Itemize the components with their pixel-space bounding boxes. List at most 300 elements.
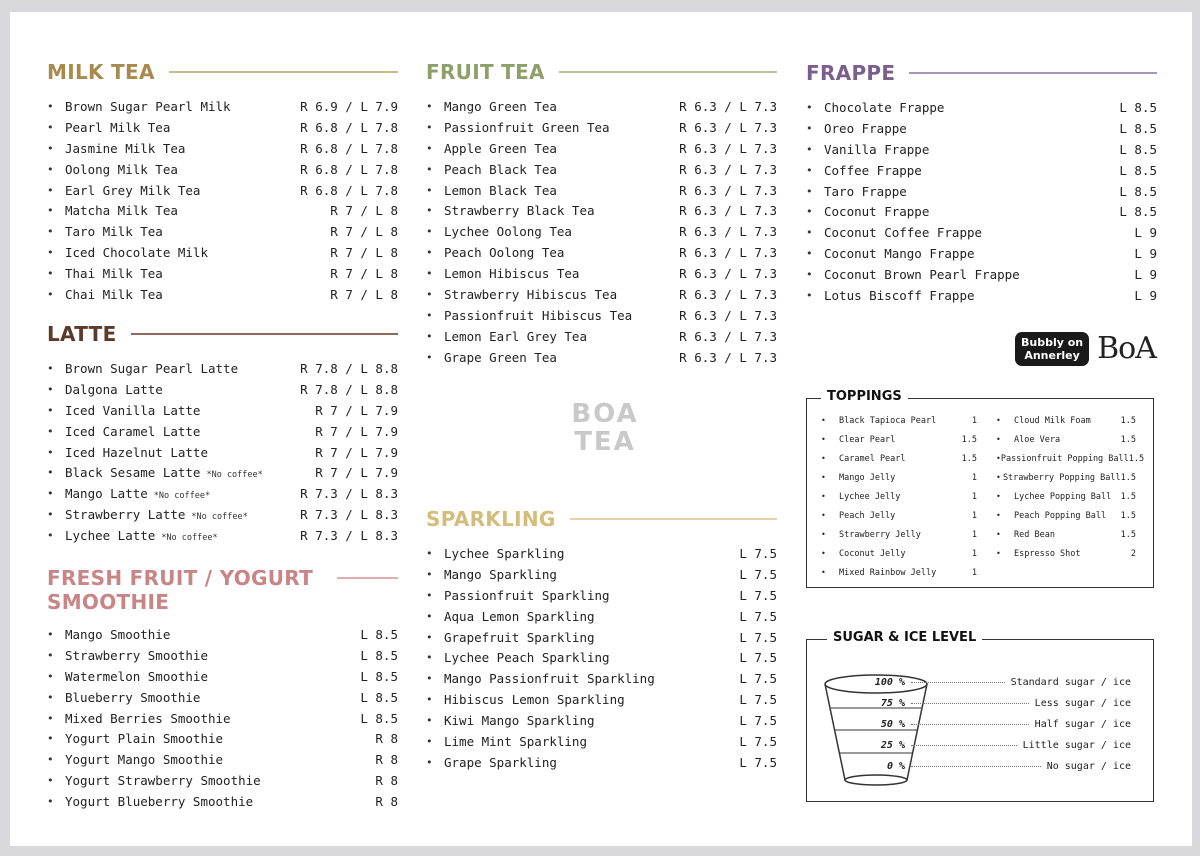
menu-item-price: R 8 xyxy=(375,752,398,768)
menu-item-price: R 7 / L 7.9 xyxy=(315,402,398,418)
topping-price: 1.5 xyxy=(1120,415,1136,426)
sugar-level-label: Less sugar / ice xyxy=(1034,698,1131,709)
menu-item xyxy=(47,666,398,687)
bullet-icon: • xyxy=(47,424,54,438)
menu-item-name: Apple Green Tea xyxy=(444,140,557,156)
topping-price: 1 xyxy=(971,548,977,559)
menu-item xyxy=(806,181,1157,202)
bullet-icon: • xyxy=(426,308,433,322)
menu-page xyxy=(10,12,1192,846)
bullet-icon: • xyxy=(47,732,54,746)
leader-dots xyxy=(911,766,1041,767)
sparkling-section xyxy=(426,507,777,773)
menu-item-price: R 8 xyxy=(375,773,398,789)
menu-item xyxy=(47,504,398,525)
menu-item xyxy=(47,624,398,645)
menu-item-price: R 6.3 / L 7.3 xyxy=(679,119,777,135)
sugar-level-label: Half sugar / ice xyxy=(1034,719,1131,730)
menu-item xyxy=(426,242,777,263)
topping-name: Peach Popping Ball xyxy=(1014,510,1107,521)
menu-item-name: Blueberry Smoothie xyxy=(65,689,201,705)
menu-item-price: L 8.5 xyxy=(360,668,398,684)
bullet-icon: • xyxy=(47,627,54,641)
bullet-icon: • xyxy=(821,549,826,558)
menu-item-price: R 6.3 / L 7.3 xyxy=(679,245,777,261)
watermark-line2: TEA xyxy=(574,427,636,457)
bullet-icon: • xyxy=(821,416,826,425)
bullet-icon: • xyxy=(426,567,433,581)
menu-item-price: L 8.5 xyxy=(1119,162,1157,178)
bullet-icon: • xyxy=(821,530,826,539)
fruit-tea-title xyxy=(426,60,777,84)
bullet-icon: • xyxy=(806,226,813,240)
bullet-icon: • xyxy=(47,361,54,375)
topping-name: Aloe Vera xyxy=(1014,434,1061,445)
menu-item xyxy=(47,791,398,812)
topping-item xyxy=(996,525,1136,544)
bullet-icon: • xyxy=(426,651,433,665)
bullet-icon: • xyxy=(47,795,54,809)
menu-item xyxy=(426,710,777,731)
menu-item-name: Grape Green Tea xyxy=(444,349,557,365)
topping-name: Lychee Jelly xyxy=(839,491,901,502)
menu-item-price: L 8.5 xyxy=(1119,99,1157,115)
menu-item-price: R 7 / L 7.9 xyxy=(315,465,398,481)
boa-tea-watermark xyxy=(565,400,645,456)
menu-item xyxy=(47,200,398,221)
bullet-icon: • xyxy=(996,511,1001,520)
topping-item xyxy=(821,411,977,430)
menu-item-note: *No coffee* xyxy=(191,512,248,523)
menu-item xyxy=(426,305,777,326)
bullet-icon: • xyxy=(806,268,813,282)
menu-item-name: Watermelon Smoothie xyxy=(65,668,208,684)
topping-item xyxy=(821,468,977,487)
menu-item-price: R 6.3 / L 7.3 xyxy=(679,266,777,282)
milk-tea-title-text: MILK TEA xyxy=(47,60,155,84)
menu-item-name: Lemon Earl Grey Tea xyxy=(444,328,587,344)
fruit-tea-section xyxy=(426,60,777,368)
leader-dots xyxy=(911,682,1005,683)
topping-price: 2 xyxy=(1130,548,1136,559)
bullet-icon: • xyxy=(47,225,54,239)
menu-item-name: Thai Milk Tea xyxy=(65,266,163,282)
bullet-icon: • xyxy=(426,99,433,113)
menu-item xyxy=(806,160,1157,181)
menu-item-price: L 7.5 xyxy=(739,713,777,729)
menu-item-name: Chocolate Frappe xyxy=(824,99,945,115)
menu-item-price: R 6.8 / L 7.8 xyxy=(300,140,398,156)
menu-item-name: Hibiscus Lemon Sparkling xyxy=(444,692,625,708)
menu-item xyxy=(426,117,777,138)
menu-item-price: L 8.5 xyxy=(360,626,398,642)
menu-item-price: L 7.5 xyxy=(739,629,777,645)
menu-item-price: R 8 xyxy=(375,731,398,747)
bullet-icon: • xyxy=(47,508,54,522)
menu-item-price: L 7.5 xyxy=(739,566,777,582)
menu-item xyxy=(426,96,777,117)
topping-item xyxy=(996,449,1145,468)
bullet-icon: • xyxy=(996,530,1001,539)
topping-name: Red Bean xyxy=(1014,529,1055,540)
menu-item xyxy=(47,117,398,138)
sugar-level-label: Standard sugar / ice xyxy=(1010,677,1131,688)
menu-item xyxy=(426,159,777,180)
bullet-icon: • xyxy=(806,184,813,198)
menu-item-price: L 7.5 xyxy=(739,650,777,666)
topping-item xyxy=(996,506,1136,525)
topping-item xyxy=(821,525,977,544)
menu-item-price: R 6.3 / L 7.3 xyxy=(679,98,777,114)
bullet-icon: • xyxy=(47,466,54,480)
menu-item xyxy=(426,284,777,305)
menu-item-name: Dalgona Latte xyxy=(65,381,163,397)
menu-item-price: R 7 / L 8 xyxy=(330,224,398,240)
sugar-level-row xyxy=(869,719,1131,730)
bullet-icon: • xyxy=(426,246,433,260)
fruit-tea-title-text: FRUIT TEA xyxy=(426,60,545,84)
menu-item xyxy=(47,687,398,708)
leader-dots xyxy=(911,724,1029,725)
menu-item-name: Lime Mint Sparkling xyxy=(444,733,587,749)
menu-item-price: R 6.8 / L 7.8 xyxy=(300,182,398,198)
menu-item-price: R 6.3 / L 7.3 xyxy=(679,182,777,198)
menu-item-name: Lychee Oolong Tea xyxy=(444,224,572,240)
milk-tea-title xyxy=(47,60,398,84)
menu-item-price: L 9 xyxy=(1134,225,1157,241)
boa-logo-text: BoA xyxy=(1097,331,1156,366)
menu-item xyxy=(806,201,1157,222)
topping-name: Black Tapioca Pearl xyxy=(839,415,937,426)
topping-item xyxy=(821,430,977,449)
latte-section xyxy=(47,322,398,546)
bullet-icon: • xyxy=(996,549,1001,558)
menu-item-price: R 7.8 / L 8.8 xyxy=(300,381,398,397)
menu-item-price: R 7.3 / L 8.3 xyxy=(300,528,398,544)
menu-item-name: Mango Latte xyxy=(65,486,148,502)
topping-price: 1 xyxy=(971,472,977,483)
topping-price: 1 xyxy=(971,415,977,426)
menu-item xyxy=(47,645,398,666)
bullet-icon: • xyxy=(426,267,433,281)
brand-logo xyxy=(1015,331,1156,366)
topping-price: 1.5 xyxy=(1120,510,1136,521)
menu-item-name: Kiwi Mango Sparkling xyxy=(444,713,595,729)
toppings-title: TOPPINGS xyxy=(821,389,908,404)
topping-name: Cloud Milk Foam xyxy=(1014,415,1091,426)
bullet-icon: • xyxy=(821,511,826,520)
menu-item-price: R 6.3 / L 7.3 xyxy=(679,161,777,177)
latte-title xyxy=(47,322,398,346)
menu-item-price: R 7 / L 7.9 xyxy=(315,444,398,460)
menu-item xyxy=(426,543,777,564)
menu-item-price: R 6.8 / L 7.8 xyxy=(300,161,398,177)
topping-name: Mango Jelly xyxy=(839,472,896,483)
menu-item-name: Strawberry Hibiscus Tea xyxy=(444,286,618,302)
menu-item-name: Brown Sugar Pearl Latte xyxy=(65,360,239,376)
bullet-icon: • xyxy=(806,100,813,114)
menu-item xyxy=(806,243,1157,264)
menu-item-name: Jasmine Milk Tea xyxy=(65,140,186,156)
menu-item-name: Passionfruit Hibiscus Tea xyxy=(444,307,633,323)
menu-item-price: R 6.9 / L 7.9 xyxy=(300,98,398,114)
bullet-icon: • xyxy=(47,382,54,396)
topping-item xyxy=(996,411,1136,430)
topping-item xyxy=(821,506,977,525)
bullet-icon: • xyxy=(426,714,433,728)
menu-item-price: L 7.5 xyxy=(739,692,777,708)
menu-item-price: L 9 xyxy=(1134,287,1157,303)
sugar-level-percent: 50 % xyxy=(880,719,905,730)
bullet-icon: • xyxy=(426,329,433,343)
menu-item-name: Grapefruit Sparkling xyxy=(444,629,595,645)
menu-item-name: Aqua Lemon Sparkling xyxy=(444,608,595,624)
menu-item xyxy=(426,564,777,585)
milk-tea-list xyxy=(47,96,398,305)
fruit-tea-rule xyxy=(559,71,777,73)
menu-item-name: Iced Chocolate Milk xyxy=(65,245,208,261)
fruit-tea-list xyxy=(426,96,777,368)
menu-item-price: R 6.8 / L 7.8 xyxy=(300,119,398,135)
bullet-icon: • xyxy=(821,454,826,463)
menu-item-name: Coconut Mango Frappe xyxy=(824,246,975,262)
menu-item-price: R 7 / L 8 xyxy=(330,245,398,261)
latte-list xyxy=(47,358,398,546)
menu-item-price: L 7.5 xyxy=(739,671,777,687)
bullet-icon: • xyxy=(821,492,826,501)
bullet-icon: • xyxy=(996,454,1001,463)
brand-badge-line2: Annerley xyxy=(1024,348,1080,362)
watermark-line1: BOA xyxy=(571,399,639,429)
bullet-icon: • xyxy=(426,693,433,707)
menu-item xyxy=(47,180,398,201)
topping-name: Clear Pearl xyxy=(839,434,896,445)
menu-item xyxy=(806,285,1157,306)
bullet-icon: • xyxy=(806,121,813,135)
menu-item xyxy=(47,442,398,463)
menu-item-name: Lemon Black Tea xyxy=(444,182,557,198)
sugar-level-row xyxy=(869,698,1131,709)
bullet-icon: • xyxy=(426,588,433,602)
menu-item xyxy=(47,770,398,791)
menu-item xyxy=(426,647,777,668)
cup-bottom xyxy=(845,775,907,785)
menu-item xyxy=(426,627,777,648)
smoothie-title-text-2: SMOOTHIE xyxy=(47,590,170,614)
bullet-icon: • xyxy=(426,755,433,769)
menu-item xyxy=(426,585,777,606)
menu-item xyxy=(47,284,398,305)
bullet-icon: • xyxy=(806,163,813,177)
bullet-icon: • xyxy=(47,753,54,767)
menu-item-name: Strawberry Smoothie xyxy=(65,647,208,663)
menu-item-price: R 6.3 / L 7.3 xyxy=(679,328,777,344)
topping-item xyxy=(996,430,1136,449)
bullet-icon: • xyxy=(426,672,433,686)
topping-price: 1.5 xyxy=(961,453,977,464)
menu-item-name: Lychee Peach Sparkling xyxy=(444,650,610,666)
bullet-icon: • xyxy=(47,287,54,301)
menu-item-price: R 6.3 / L 7.3 xyxy=(679,349,777,365)
topping-name: Passionfruit Popping Ball xyxy=(1000,453,1129,464)
menu-item-price: L 8.5 xyxy=(1119,141,1157,157)
menu-item xyxy=(47,138,398,159)
menu-item-price: R 6.3 / L 7.3 xyxy=(679,140,777,156)
menu-item-name: Mango Passionfruit Sparkling xyxy=(444,671,655,687)
milk-tea-section xyxy=(47,60,398,305)
menu-item-name: Taro Milk Tea xyxy=(65,224,163,240)
toppings-box xyxy=(806,389,1154,588)
bullet-icon: • xyxy=(47,690,54,704)
smoothie-section xyxy=(47,566,398,812)
menu-item-name: Grape Sparkling xyxy=(444,754,557,770)
bullet-icon: • xyxy=(426,204,433,218)
menu-item xyxy=(47,749,398,770)
topping-price: 1.5 xyxy=(961,434,977,445)
bullet-icon: • xyxy=(426,141,433,155)
sugar-level-label: Little sugar / ice xyxy=(1022,740,1131,751)
leader-dots xyxy=(911,703,1029,704)
menu-item-name: Peach Oolong Tea xyxy=(444,245,565,261)
menu-item-name: Oreo Frappe xyxy=(824,120,907,136)
bullet-icon: • xyxy=(47,529,54,543)
sugar-level-row xyxy=(869,677,1131,688)
menu-item-price: L 8.5 xyxy=(360,647,398,663)
menu-item-name: Coffee Frappe xyxy=(824,162,922,178)
menu-item xyxy=(806,139,1157,160)
smoothie-list xyxy=(47,624,398,812)
menu-item-price: L 8.5 xyxy=(1119,204,1157,220)
bullet-icon: • xyxy=(806,247,813,261)
menu-item-name: Iced Hazelnut Latte xyxy=(65,444,208,460)
bullet-icon: • xyxy=(806,142,813,156)
latte-rule xyxy=(131,333,398,335)
menu-item xyxy=(47,379,398,400)
menu-item xyxy=(47,221,398,242)
sugar-level-percent: 0 % xyxy=(886,761,905,772)
menu-item xyxy=(426,668,777,689)
menu-item-name: Strawberry Latte xyxy=(65,507,186,523)
menu-item-name: Yogurt Strawberry Smoothie xyxy=(65,773,261,789)
menu-item-note: *No coffee* xyxy=(206,470,263,481)
menu-item-price: L 7.5 xyxy=(739,587,777,603)
bullet-icon: • xyxy=(426,734,433,748)
bullet-icon: • xyxy=(996,473,1001,482)
smoothie-title-text-1: FRESH FRUIT / YOGURT xyxy=(47,566,314,590)
menu-item-name: Yogurt Plain Smoothie xyxy=(65,731,224,747)
menu-item xyxy=(806,97,1157,118)
topping-price: 1 xyxy=(971,567,977,578)
topping-name: Coconut Jelly xyxy=(839,548,906,559)
menu-item-price: R 7 / L 8 xyxy=(330,286,398,302)
topping-price: 1.5 xyxy=(1120,472,1136,483)
bullet-icon: • xyxy=(996,492,1001,501)
topping-price: 1.5 xyxy=(1120,529,1136,540)
smoothie-rule xyxy=(337,577,398,579)
topping-name: Peach Jelly xyxy=(839,510,896,521)
sparkling-list xyxy=(426,543,777,773)
frappe-list xyxy=(806,97,1157,306)
menu-item-name: Coconut Frappe xyxy=(824,204,930,220)
menu-item-name: Iced Vanilla Latte xyxy=(65,402,201,418)
topping-price: 1 xyxy=(971,529,977,540)
topping-name: Lychee Popping Ball xyxy=(1014,491,1112,502)
menu-item-name: Mango Sparkling xyxy=(444,566,557,582)
bullet-icon: • xyxy=(426,162,433,176)
bullet-icon: • xyxy=(47,141,54,155)
menu-item-name: Earl Grey Milk Tea xyxy=(65,182,201,198)
sparkling-title-text: SPARKLING xyxy=(426,507,556,531)
menu-item-price: R 8 xyxy=(375,794,398,810)
menu-item-name: Vanilla Frappe xyxy=(824,141,930,157)
topping-price: 1.5 xyxy=(1120,491,1136,502)
menu-item-name: Mixed Berries Smoothie xyxy=(65,710,231,726)
bullet-icon: • xyxy=(426,183,433,197)
menu-item xyxy=(47,728,398,749)
topping-name: Espresso Shot xyxy=(1014,548,1081,559)
menu-item xyxy=(47,483,398,504)
menu-item xyxy=(806,118,1157,139)
menu-item-price: R 6.3 / L 7.3 xyxy=(679,286,777,302)
bullet-icon: • xyxy=(47,204,54,218)
bullet-icon: • xyxy=(426,120,433,134)
topping-item xyxy=(821,449,977,468)
menu-item-name: Passionfruit Green Tea xyxy=(444,119,610,135)
smoothie-title-line2 xyxy=(47,590,398,614)
menu-item-name: Chai Milk Tea xyxy=(65,286,163,302)
sugar-level-row xyxy=(869,740,1131,751)
menu-item xyxy=(426,752,777,773)
menu-item xyxy=(47,263,398,284)
menu-item-price: L 7.5 xyxy=(739,754,777,770)
sparkling-title xyxy=(426,507,777,531)
menu-item xyxy=(47,400,398,421)
bullet-icon: • xyxy=(47,246,54,260)
menu-item xyxy=(47,96,398,117)
bullet-icon: • xyxy=(821,473,826,482)
menu-item xyxy=(47,159,398,180)
bullet-icon: • xyxy=(47,774,54,788)
menu-item-price: L 8.5 xyxy=(360,689,398,705)
menu-item xyxy=(47,421,398,442)
sparkling-rule xyxy=(570,518,777,520)
bullet-icon: • xyxy=(47,445,54,459)
menu-item-name: Lychee Latte xyxy=(65,528,156,544)
menu-item-name: Passionfruit Sparkling xyxy=(444,587,610,603)
menu-item-name: Pearl Milk Tea xyxy=(65,119,171,135)
menu-item-price: L 7.5 xyxy=(739,545,777,561)
topping-name: Mixed Rainbow Jelly xyxy=(839,567,937,578)
topping-price: 1.5 xyxy=(1120,434,1136,445)
bullet-icon: • xyxy=(821,435,826,444)
topping-item xyxy=(821,487,977,506)
bullet-icon: • xyxy=(47,99,54,113)
menu-item-name: Brown Sugar Pearl Milk xyxy=(65,98,231,114)
menu-item-price: L 8.5 xyxy=(1119,183,1157,199)
frappe-section xyxy=(806,61,1157,306)
menu-item-price: R 6.3 / L 7.3 xyxy=(679,224,777,240)
topping-name: Caramel Pearl xyxy=(839,453,906,464)
menu-item xyxy=(426,221,777,242)
menu-item-price: L 8.5 xyxy=(1119,120,1157,136)
sugar-level-row xyxy=(869,761,1131,772)
menu-item-price: L 9 xyxy=(1134,267,1157,283)
bullet-icon: • xyxy=(426,546,433,560)
frappe-title xyxy=(806,61,1157,85)
bullet-icon: • xyxy=(47,711,54,725)
bullet-icon: • xyxy=(47,162,54,176)
menu-item xyxy=(426,180,777,201)
